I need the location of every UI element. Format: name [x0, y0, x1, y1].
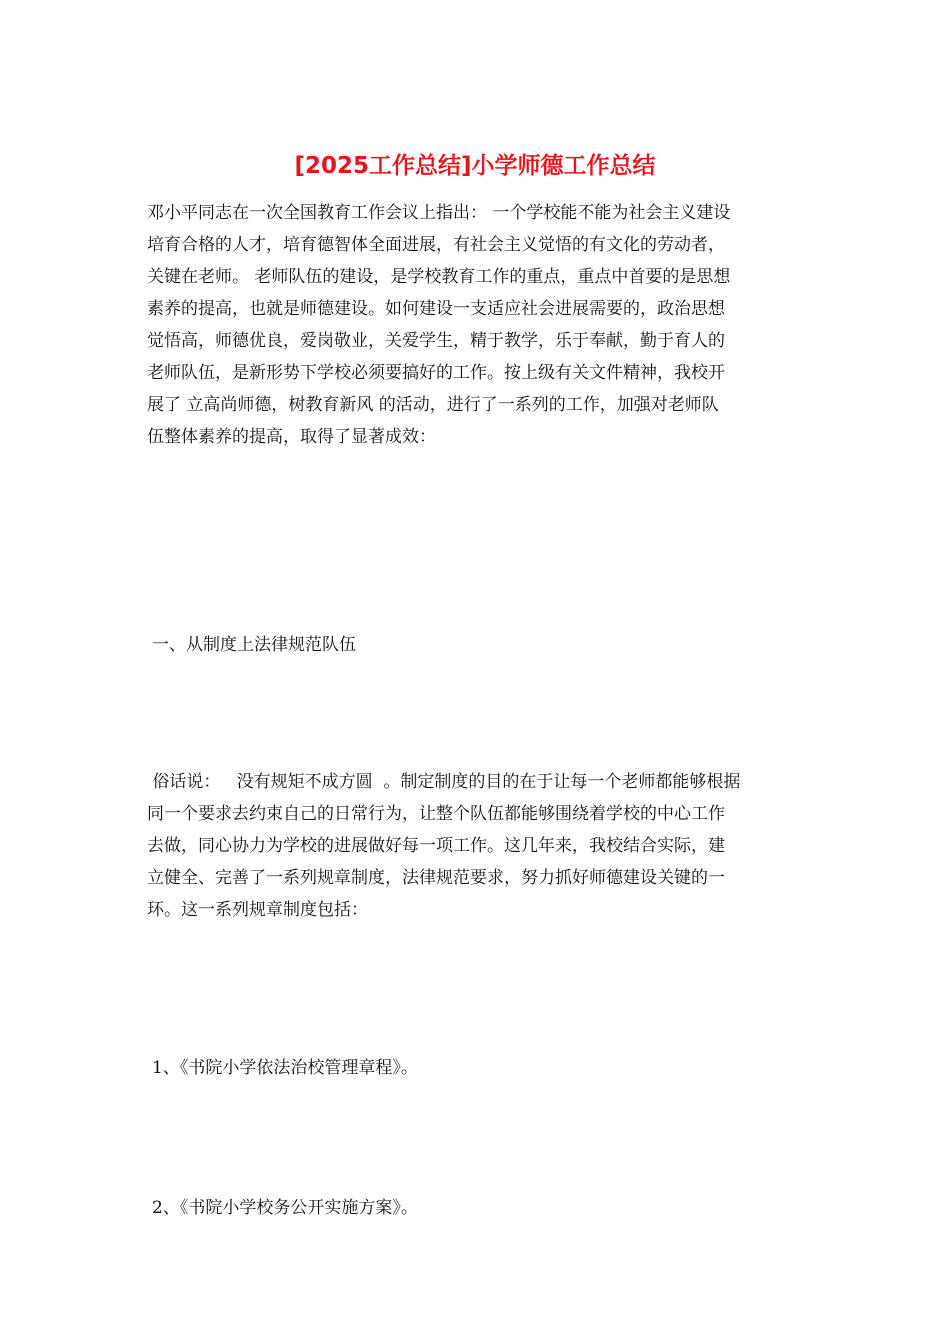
section-line: 同一个要求去约束自己的日常行为，让整个队伍都能够围绕着学校的中心工作	[147, 804, 725, 824]
list-item-text: 1、《书院小学依法治校管理章程》。	[152, 1058, 418, 1078]
section-line: 环。这一系列规章制度包括：	[147, 900, 368, 920]
section-line: 俗话说： 没有规矩不成方圆 。制定制度的目的在于让每一个老师都能够根据	[147, 772, 741, 792]
intro-line: 关键在老师。 老师队伍的建设，是学校教育工作的重点，重点中首要的是思想	[147, 267, 731, 287]
list-item-text: 2、《书院小学校务公开实施方案》。	[152, 1198, 418, 1218]
intro-line: 觉悟高，师德优良，爱岗敬业，关爱学生，精于教学，乐于奉献，勤于育人的	[147, 331, 725, 351]
intro-line: 培育合格的人才，培育德智体全面进展，有社会主义觉悟的有文化的劳动者，	[147, 235, 725, 255]
intro-line: 老师队伍，是新形势下学校必须要搞好的工作。按上级有关文件精神，我校开	[147, 363, 725, 383]
intro-line: 邓小平同志在一次全国教育工作会议上指出： 一个学校能不能为社会主义建设	[147, 203, 731, 223]
section-heading	[152, 629, 812, 661]
section-line: 立健全、完善了一系列规章制度，法律规范要求，努力抓好师德建设关键的一	[147, 868, 725, 888]
list-item	[152, 1192, 812, 1224]
section-line: 去做，同心协力为学校的进展做好每一项工作。这几年来，我校结合实际，建	[147, 836, 725, 856]
intro-line: 伍整体素养的提高，取得了显著成效：	[147, 427, 436, 447]
section-paragraph	[147, 766, 807, 926]
list-item	[152, 1052, 812, 1084]
intro-line: 展了 立高尚师德，树教育新风 的活动，进行了一系列的工作，加强对老师队	[147, 395, 719, 415]
document-title: [2025工作总结]小学师德工作总结	[294, 153, 656, 179]
section-heading-text: 一、从制度上法律规范队伍	[152, 635, 356, 655]
intro-line: 素养的提高，也就是师德建设。如何建设一支适应社会进展需要的，政治思想	[147, 299, 725, 319]
intro-paragraph	[147, 197, 807, 453]
